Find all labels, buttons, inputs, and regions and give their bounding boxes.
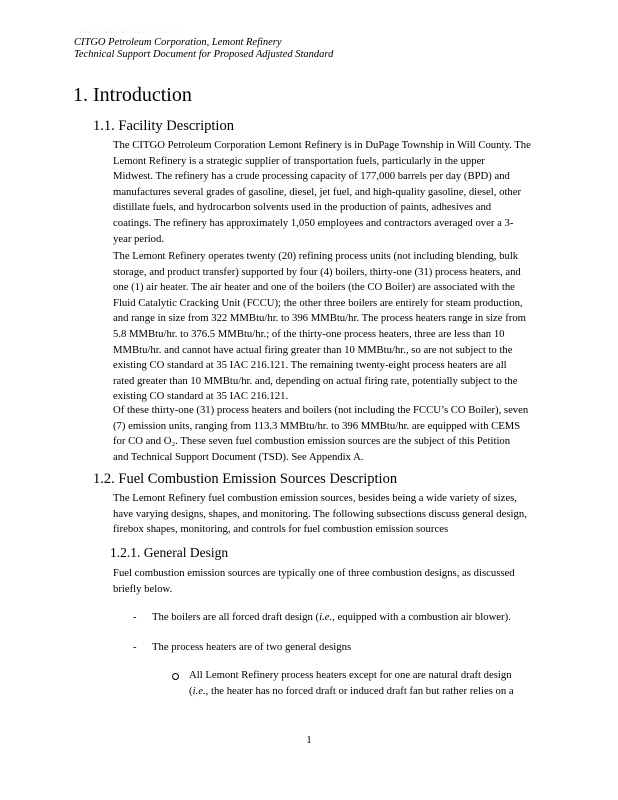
text-line: existing CO standard at 35 IAC 216.121. The remaining twenty-eight process heaters are all [113,359,507,372]
text-line: existing CO standard at 35 IAC 216.121. [113,390,289,403]
header-company: CITGO Petroleum Corporation, Lemont Refinery [74,37,282,48]
text-line: coatings. The refinery has approximately 1,050 employees and contractors averaged over a 3- [113,216,514,229]
text-line: firebox shapes, monitoring, and controls for fuel combustion emission sources [113,523,449,536]
section-1-2-1-heading: 1.2.1. General Design [110,545,229,560]
text-line: The Lemont Refinery operates twenty (20) refining process units (not including blending, bulk [113,250,519,262]
facility-paragraph-2 [113,249,554,405]
faint-header-line: ⁿ ʷ ˢ ʳ ᵗ ʷ ᵐ ᵏ ᵗ ˡ ᵐ ʳ ᵉ ˢ ⁿ ˢ ᵗ ʳ ˡ ᵉ ˡ ᵏ ᵗ ᵗ ᵉ [80,30,180,35]
header-doc-title: Technical Support Document for Proposed Adjusted Standard [74,49,334,60]
bullet-text: ( [189,685,193,697]
text-line: Lemont Refinery is a strategic supplier of transportation fuels, particularly in the upper [113,154,485,167]
section-1-2-heading: 1.2. Fuel Combustion Emission Sources Description [93,471,398,487]
text-line: year period. [113,232,165,245]
bullet-process-heaters: The process heaters are of two general designs [152,641,352,653]
text-line: rated greater than 10 MMBtu/hr. and, depending on actual firing rate, potentially subject to the [113,374,518,387]
bullet-text: , equipped with a combustion air blower). [332,611,511,623]
text-line: Of these thirty-one (31) process heaters and boilers (not including the FCCU’s CO Boiler), seven [113,404,529,416]
text-line: briefly below. [113,582,173,595]
bullet-text-italic: i.e. [319,611,333,623]
bullet-text-italic: i.e. [192,685,206,697]
text-line: The CITGO Petroleum Corporation Lemont Refinery is in DuPage Township in Will County. The [113,139,531,151]
sub-bullet-natural-draft: All Lemont Refinery process heaters except for one are natural draft design [189,669,512,681]
bullet-boilers [152,610,511,626]
bullet-text: The boilers are all forced draft design ( [152,611,320,623]
text-line: (7) emission units, ranging from 113.3 MMBtu/hr. to 396 MMBtu/hr. are equipped with CEMS [113,419,521,432]
text-line: Midwest. The refinery has a crude processing capacity of 177,000 barrels per day (BPD) and [113,170,510,183]
bullet-text: , the heater has no forced draft or induced draft fan but rather relies on a [205,685,514,697]
text-line: The Lemont Refinery fuel combustion emission sources, besides being a wide variety of sizes, [113,492,517,504]
sub-bullet-natural-draft-cont [189,684,514,700]
text-line: Fuel combustion emission sources are typically one of three combustion designs, as discussed [113,567,515,579]
text-line: and Technical Support Document (TSD). See Appendix A. [113,450,364,463]
text-line: and range in size from 322 MMBtu/hr. to 396 MMBtu/hr. The process heaters range in size from [113,312,526,325]
bullet-dash: - [133,641,137,653]
text-line: manufactures several grades of gasoline, diesel, jet fuel, and high-quality gasoline, diesel, other [113,185,522,198]
text-line: storage, and product transfer) supported by four (4) boilers, thirty-one (31) process heaters, and [113,265,521,278]
page-number: 1 [306,734,312,746]
text-line: distillate fuels, and hydrocarbon solvents used in the production of paints, adhesives and [113,201,492,214]
facility-paragraph-1 [113,138,554,247]
emission-sources-paragraph [113,491,554,538]
section-1-heading: 1. Introduction [73,84,192,106]
text-line: have varying designs, shapes, and monitoring. The following subsections discuss general design, [113,507,527,520]
bullet-dash: - [133,611,137,623]
text-line: Fluid Catalytic Cracking Unit (FCCU); the other three boilers are entirely for steam production, [113,296,523,309]
general-design-paragraph [113,566,554,597]
circle-bullet-icon [172,673,179,680]
text-line: for CO and O₂. These seven fuel combustion emission sources are the subject of this Petition [113,435,511,448]
text-line: 5.8 MMBtu/hr. to 376.5 MMBtu/hr.; of the thirty-one process heaters, three are less than 10 [113,327,505,340]
text-line: MMBtu/hr. and cannot have actual firing greater than 10 MMBtu/hr., so are not subject to the [113,343,513,356]
section-1-1-heading: 1.1. Facility Description [93,118,234,134]
facility-paragraph-3 [113,403,554,465]
text-line: one (1) air heater. The air heater and one of the boilers (the CO Boiler) are associated with the [113,281,515,294]
